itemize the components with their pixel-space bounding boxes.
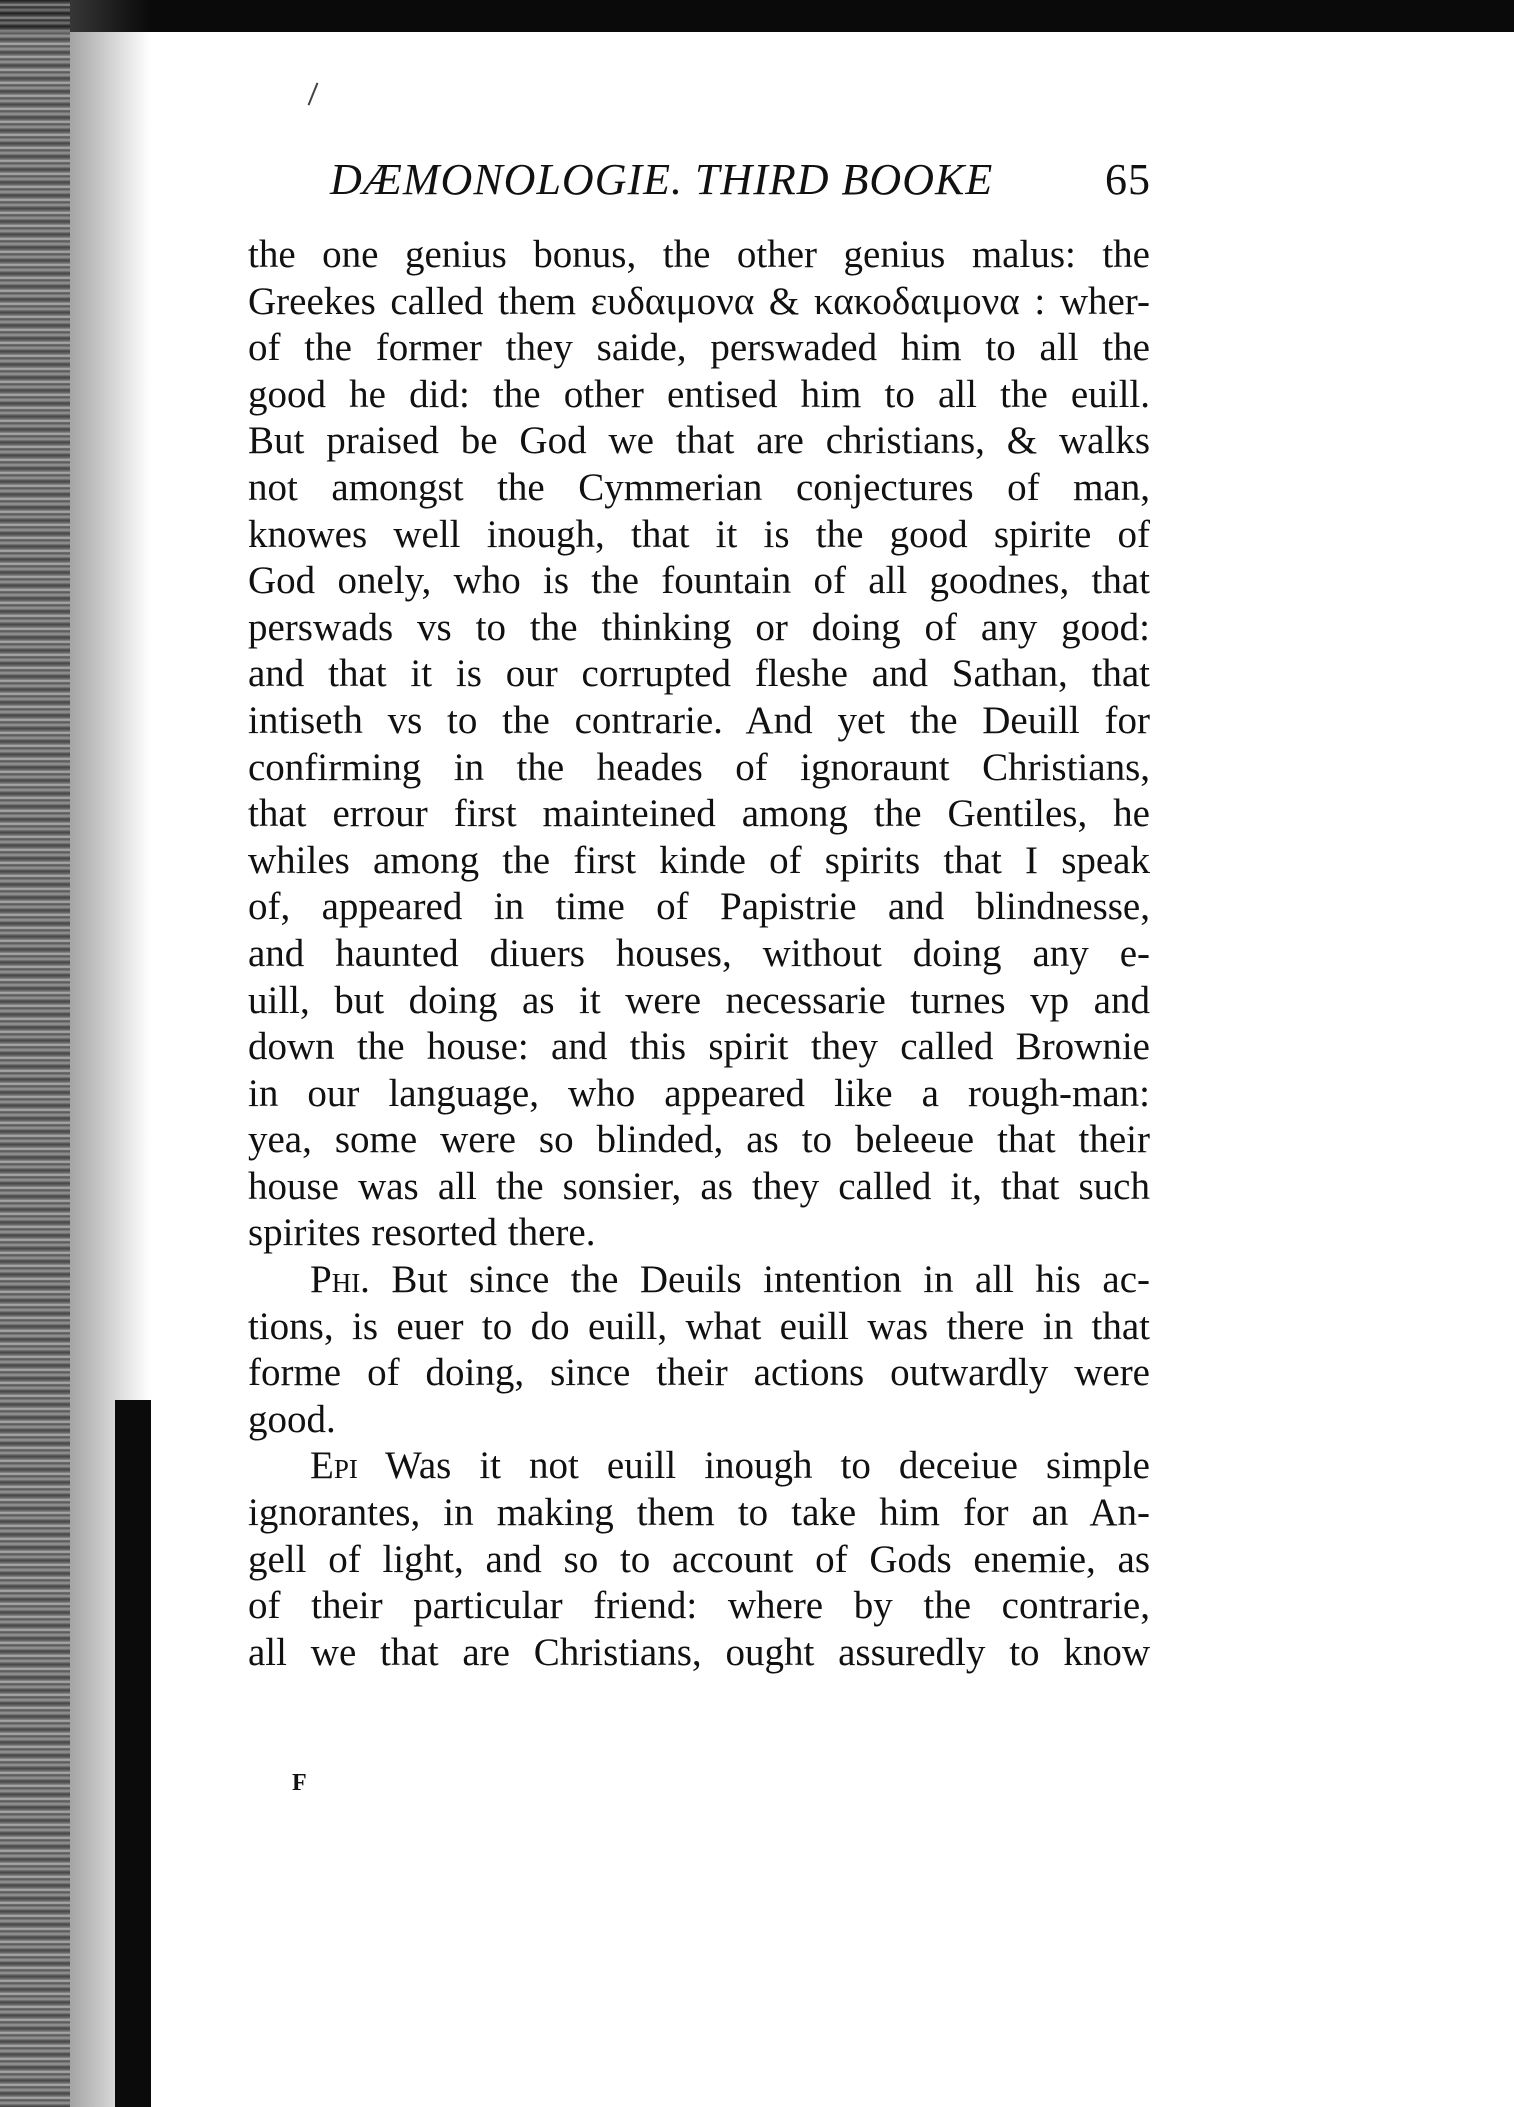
running-head [330,154,1150,205]
running-head-title: DÆMONOLOGIE. THIRD BOOKE [330,155,994,204]
text-line: gell of light, and so to account of Gods enemie, as [248,1537,1150,1581]
scan-gutter-shadow [115,1400,151,2107]
text-line: in our language, who appeared like a rough-man: [248,1071,1150,1115]
speaker-epi: Epi [310,1444,358,1488]
scan-top-border [0,0,1514,32]
phi-speech-first-line [248,1257,1150,1304]
text-line: perswads vs to the thinking or doing of any good: [248,605,1150,649]
scan-binding-edge [0,0,70,2107]
text-line: house was all the sonsier, as they called it, that such [248,1164,1150,1208]
text-line: God onely, who is the fountain of all goodnes, that [248,559,1150,603]
text-line: whiles among the first kinde of spirits that I speak [248,838,1150,882]
text-line: good. [248,1397,336,1441]
text-line: yea, some were so blinded, as to beleeue that their [248,1118,1150,1162]
stray-pen-mark [308,82,319,105]
speaker-phi: Phi. [310,1258,370,1302]
text-line: confirming in the heades of ignoraunt Christians, [248,745,1150,789]
text-line: that errour first mainteined among the Gentiles, he [248,792,1150,836]
text-line: tions, is euer to do euill, what euill was there in that [248,1304,1150,1348]
text-line: of their particular friend: where by the contrarie, [248,1584,1150,1628]
signature-mark: F [292,1770,307,1796]
text-line: ignorantes, in making them to take him for an An- [248,1491,1150,1535]
text-line: But praised be God we that are christians, & walks [248,419,1150,463]
text-line: knowes well inough, that it is the good spirite of [248,512,1150,556]
text-line: and haunted diuers houses, without doing any e- [248,931,1150,975]
text-line: good he did: the other entised him to all the euill. [248,372,1150,416]
epi-speech-first-line [248,1443,1150,1490]
text-line: of the former they saide, perswaded him to all the [248,326,1150,370]
text-line: all we that are Christians, ought assuredly to know [248,1630,1150,1674]
text-line: spirites resorted there. [248,1211,596,1255]
text-line: forme of doing, since their actions outwardly were [248,1351,1150,1395]
text-line: Greekes called them ευδαιμονα & κακοδαιμονα : wher- [248,279,1150,323]
text-line: and that it is our corrupted fleshe and Sathan, that [248,652,1150,696]
text-line: of, appeared in time of Papistrie and blindnesse, [248,885,1150,929]
text-line: not amongst the Cymmerian conjectures of man, [248,465,1150,509]
text-line: the one genius bonus, the other genius malus: the [248,233,1150,276]
text-line: uill, but doing as it were necessarie turnes vp and [248,978,1150,1022]
speech-text: But since the Deuils intention in all his ac- [391,1258,1150,1302]
speech-text: Was it not euill inough to deceiue simple [385,1444,1150,1488]
body-text [248,232,1150,1676]
text-line: intiseth vs to the contrarie. And yet the Deuill for [248,698,1150,742]
page-number: 65 [1105,155,1151,204]
text-line: down the house: and this spirit they called Brownie [248,1025,1150,1069]
